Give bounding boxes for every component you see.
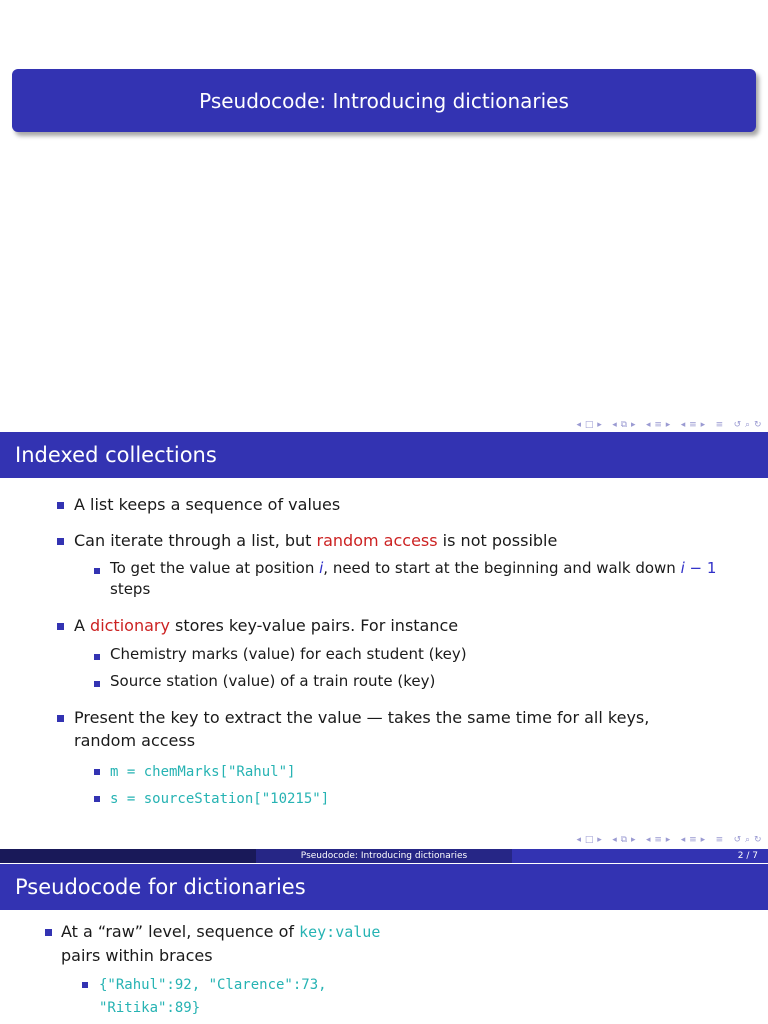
item-text: A list keeps a sequence of values	[74, 495, 341, 514]
slide1-title: Pseudocode: Introducing dictionaries	[199, 88, 569, 113]
sub-bullet-icon	[94, 681, 100, 687]
slide3-title-bar	[0, 864, 768, 910]
sub-list-item	[110, 644, 467, 665]
nav-section2-icon[interactable]: ◂ ≡ ▸	[680, 420, 706, 430]
code-text: s = sourceStation["10215"]	[110, 791, 330, 807]
item-text: To get the value at position	[110, 559, 320, 577]
sub-list-item	[110, 787, 329, 810]
sub-bullet-icon	[94, 796, 100, 802]
slide2-footer	[0, 849, 768, 863]
nav-section-icon[interactable]: ◂ ≡ ▸	[645, 835, 671, 845]
sub-list-item	[110, 760, 295, 783]
item-text: Can iterate through a list, but	[74, 531, 317, 550]
list-item	[74, 614, 458, 637]
item-text: At a “raw” level, sequence of	[61, 922, 300, 941]
item-text: steps	[110, 580, 151, 598]
code-text: {"Rahul":92, "Clarence":73,	[99, 977, 327, 993]
footer-page-number: 2 / 7	[512, 849, 768, 863]
item-text: Present the key to extract the value — takes the same time for all keys,	[74, 708, 650, 727]
item-text: , need to start at the beginning and walk down	[323, 559, 681, 577]
nav-subsection-icon[interactable]: ◂ ⧉ ▸	[612, 420, 636, 430]
item-text: is not possible	[437, 531, 558, 550]
bullet-icon	[45, 929, 52, 936]
footer-title: Pseudocode: Introducing dictionaries	[256, 849, 512, 863]
slide2-nav-controls	[577, 834, 762, 846]
bullet-icon	[57, 623, 64, 630]
item-text: stores key-value pairs. For instance	[169, 616, 459, 635]
list-item	[74, 706, 649, 752]
item-text: random access	[74, 731, 196, 750]
math-var: i	[319, 559, 324, 577]
alert-text: dictionary	[90, 616, 170, 635]
slide1-nav-controls	[577, 419, 762, 431]
nav-subsection-icon[interactable]: ◂ ⧉ ▸	[612, 835, 636, 845]
nav-search-icon[interactable]: ↺ ⌕ ↻	[733, 420, 762, 430]
code-text: m = chemMarks["Rahul"]	[110, 764, 296, 780]
list-item	[74, 493, 340, 516]
nav-search-icon[interactable]: ↺ ⌕ ↻	[733, 835, 762, 845]
sub-bullet-icon	[94, 654, 100, 660]
item-text: pairs within braces	[61, 946, 213, 965]
sub-bullet-icon	[82, 982, 88, 988]
code-text: key:value	[299, 923, 381, 941]
sub-list-item	[99, 973, 327, 1019]
slide3-title: Pseudocode for dictionaries	[15, 875, 306, 899]
math-expr: − 1	[684, 559, 717, 577]
nav-toc-icon[interactable]: ≡	[715, 835, 724, 845]
slide2-title-bar	[0, 432, 768, 478]
item-text: Source station (value) of a train route (key)	[110, 672, 436, 690]
bullet-icon	[57, 538, 64, 545]
sub-bullet-icon	[94, 769, 100, 775]
item-text: Chemistry marks (value) for each student (key)	[110, 645, 467, 663]
nav-frame-icon[interactable]: ◂ □ ▸	[576, 835, 603, 845]
nav-section-icon[interactable]: ◂ ≡ ▸	[645, 420, 671, 430]
sub-list-item	[110, 558, 716, 600]
nav-toc-icon[interactable]: ≡	[715, 420, 724, 430]
item-text: A	[74, 616, 91, 635]
bullet-icon	[57, 502, 64, 509]
code-text: "Ritika":89}	[99, 1000, 201, 1016]
sub-bullet-icon	[94, 568, 100, 574]
slide1-title-box	[12, 69, 756, 132]
slide2-title: Indexed collections	[15, 443, 217, 467]
nav-frame-icon[interactable]: ◂ □ ▸	[576, 420, 603, 430]
footer-left	[0, 849, 256, 863]
bullet-icon	[57, 715, 64, 722]
sub-list-item	[110, 671, 435, 692]
list-item	[74, 529, 557, 552]
list-item	[61, 920, 380, 967]
alert-text: random access	[316, 531, 438, 550]
math-var: i	[680, 559, 685, 577]
nav-section2-icon[interactable]: ◂ ≡ ▸	[680, 835, 706, 845]
